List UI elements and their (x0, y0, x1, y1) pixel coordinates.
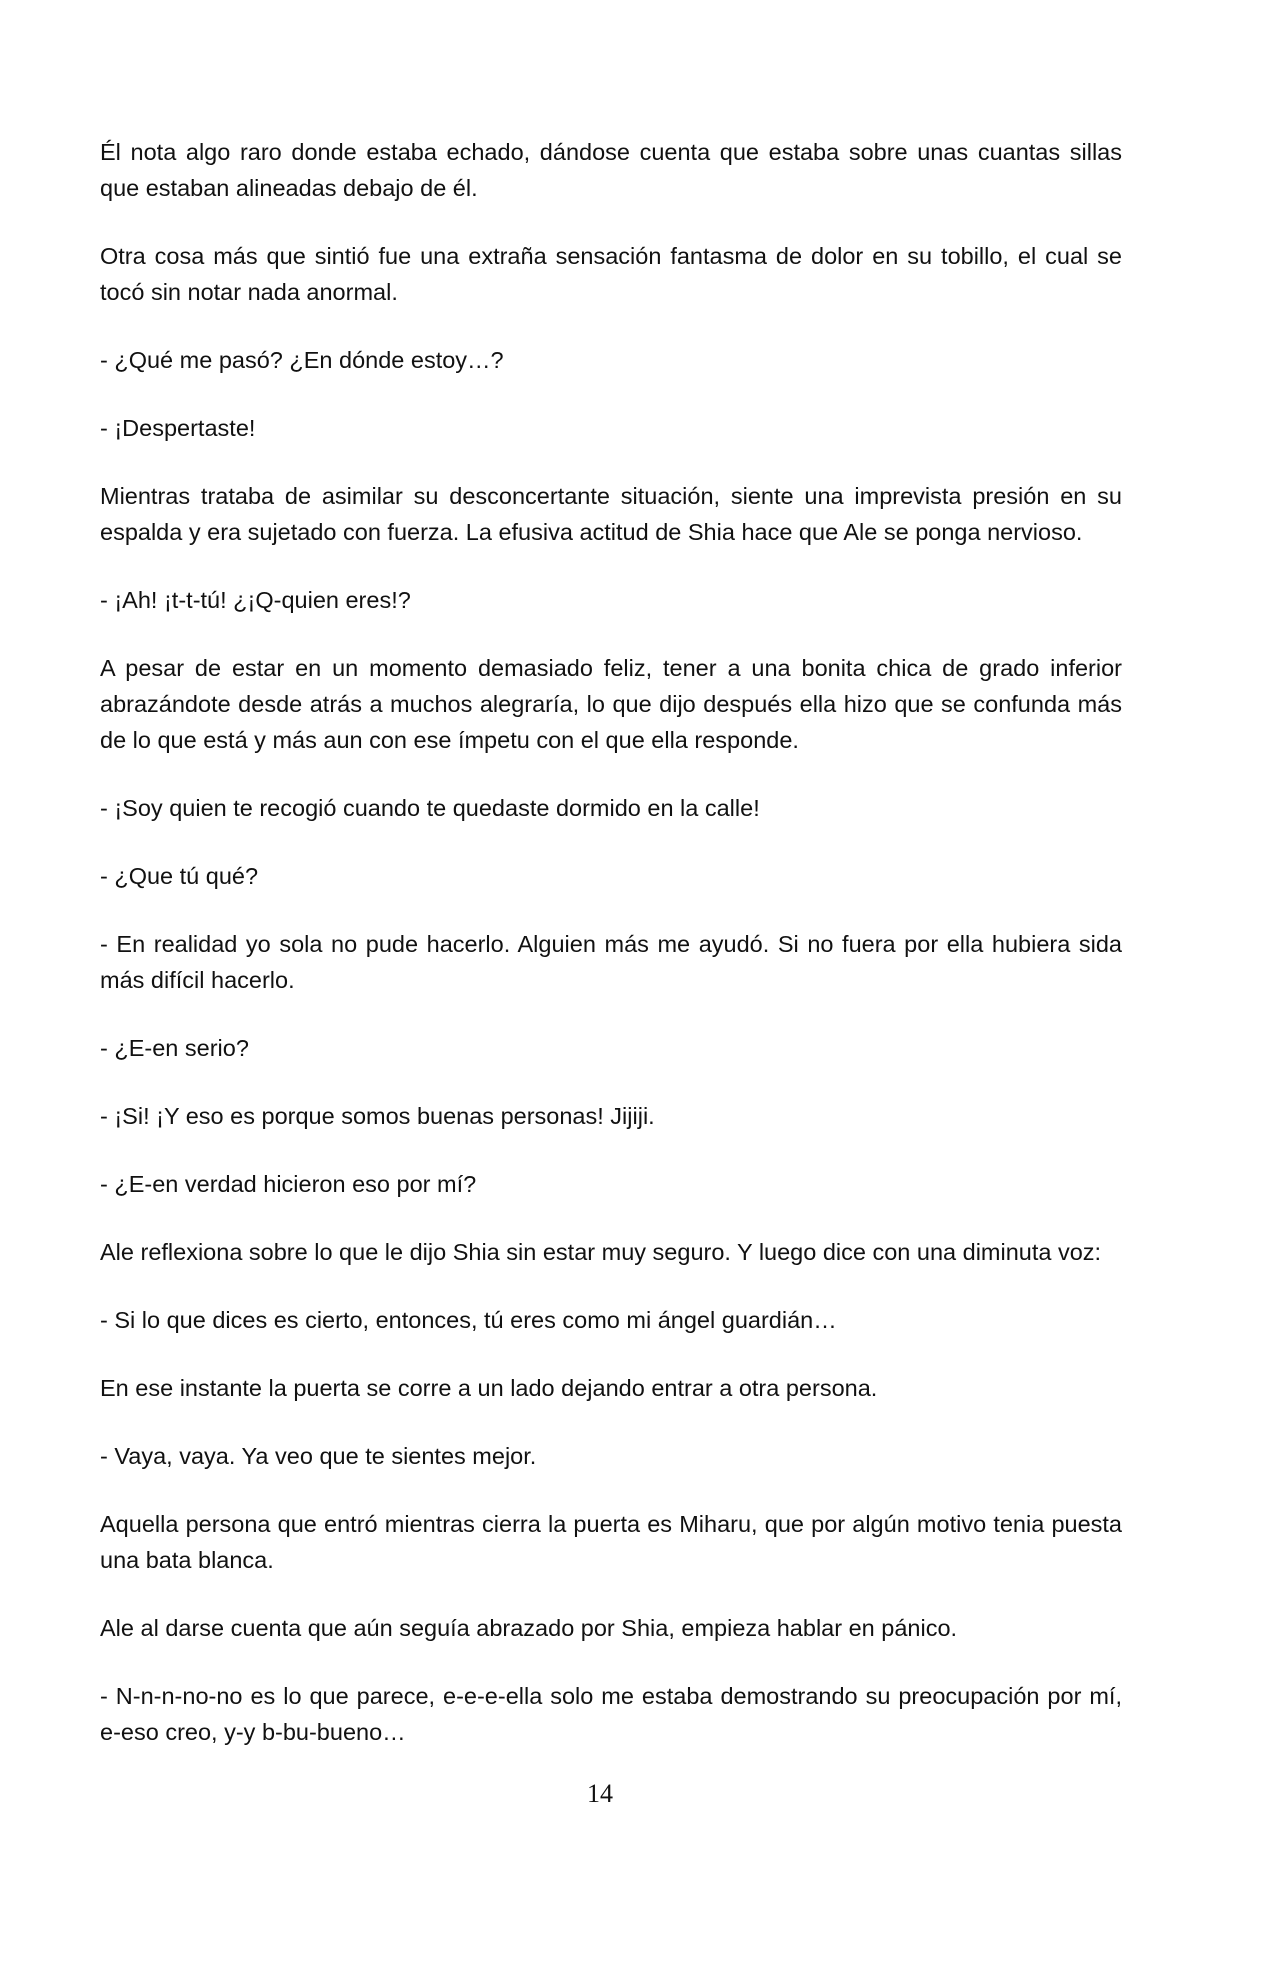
dialogue-line: - Si lo que dices es cierto, entonces, tú eres como mi ángel guardián… (100, 1307, 837, 1333)
dialogue-line: - ¡Si! ¡Y eso es porque somos buenas personas! Jijiji. (100, 1103, 655, 1129)
dialogue-line: - ¿Qué me pasó? ¿En dónde estoy…? (100, 347, 504, 373)
dialogue-line: - ¿E-en verdad hicieron eso por mí? (100, 1171, 477, 1197)
page-body (100, 134, 1122, 1782)
dialogue-line: - ¿Que tú qué? (100, 863, 259, 889)
paragraph: Mientras trataba de asimilar su desconcertante situación, siente una imprevista presión en su espalda y era sujetado con fuerza. La efusiva actitud de Shia hace que Ale se ponga nervioso. (100, 483, 1122, 545)
dialogue-line: - ¡Soy quien te recogió cuando te quedaste dormido en la calle! (100, 795, 760, 821)
page-number: 14 (587, 1779, 613, 1808)
paragraph: Otra cosa más que sintió fue una extraña sensación fantasma de dolor en su tobillo, el cual se tocó sin notar nada anormal. (100, 243, 1122, 305)
dialogue-line: - En realidad yo sola no pude hacerlo. Alguien más me ayudó. Si no fuera por ella hubiera sida más difícil hacerlo. (100, 931, 1122, 993)
paragraph: Él nota algo raro donde estaba echado, dándose cuenta que estaba sobre unas cuantas sillas que estaban alineadas debajo de él. (100, 139, 1122, 201)
paragraph: En ese instante la puerta se corre a un lado dejando entrar a otra persona. (100, 1375, 878, 1401)
paragraph: Ale reflexiona sobre lo que le dijo Shia sin estar muy seguro. Y luego dice con una diminuta voz: (100, 1239, 1102, 1265)
dialogue-line: - N-n-n-no-no es lo que parece, e-e-e-ella solo me estaba demostrando su preocupación por mí, e-eso creo, y-y b-bu-bueno… (100, 1683, 1122, 1745)
paragraph: Aquella persona que entró mientras cierra la puerta es Miharu, que por algún motivo tenia puesta una bata blanca. (100, 1511, 1122, 1573)
paragraph: A pesar de estar en un momento demasiado feliz, tener a una bonita chica de grado inferior abrazándote desde atrás a muchos alegraría, lo que dijo después ella hizo que se confunda más de lo que está y más aun con ese ímpetu con el que ella responde. (100, 655, 1122, 753)
dialogue-line: - ¡Ah! ¡t-t-tú! ¿¡Q-quien eres!? (100, 587, 411, 613)
dialogue-line: - Vaya, vaya. Ya veo que te sientes mejor. (100, 1443, 537, 1469)
dialogue-line: - ¡Despertaste! (100, 415, 256, 441)
dialogue-line: - ¿E-en serio? (100, 1035, 249, 1061)
paragraph: Ale al darse cuenta que aún seguía abrazado por Shia, empieza hablar en pánico. (100, 1615, 958, 1641)
